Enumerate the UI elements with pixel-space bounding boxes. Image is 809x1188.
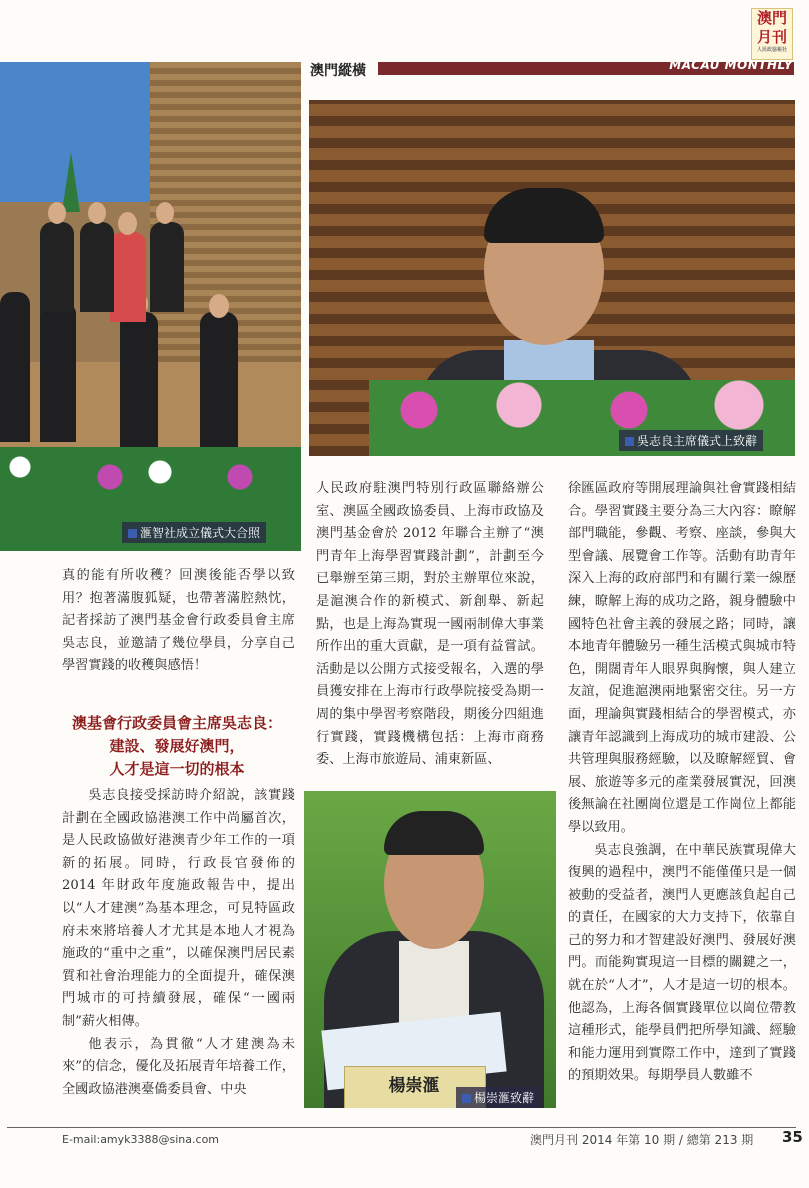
footer-issue: 澳門月刊 2014 年第 10 期 / 總第 213 期 [530, 1133, 754, 1147]
interview-subhead [57, 712, 297, 781]
left-column-intro [62, 565, 295, 678]
logo-line2: 月刊 [756, 28, 787, 46]
middle-paragraph: 人民政府駐澳門特別行政區聯絡辦公室、澳區全國政協委員、上海市政協及澳門基金會於 2012 年聯合主辦了“澳門青年上海學習實踐計劃”，計劃至今已舉辦至第三期，對於主辦單位來說，是滬澳合作的新模式、新創舉、新起點，也是上海為實現一國兩制偉大事業所作出的重大貢獻，是一項有益嘗試。活動是以公開方式接受報名，入選的學員獲安排在上海市行政學院接受為期一周的集中學習考察階段，期後分四組進行實踐，實踐機構包括：上海市商務委、上海市旅遊局、浦東新區、 [316, 481, 544, 768]
group-photo [0, 62, 301, 551]
subhead-line2: 建設、發展好澳門， [109, 737, 245, 755]
page-number: 35 [782, 1128, 803, 1146]
caption-text: 滙智社成立儀式大合照 [140, 526, 261, 540]
logo-line1: 澳門 [756, 9, 787, 27]
caption-square-icon [128, 529, 137, 538]
speaker-photo [309, 100, 795, 456]
caption-square-icon [462, 1094, 471, 1103]
left-column-body [62, 785, 295, 1101]
magazine-logo [751, 8, 793, 60]
body-paragraph-1: 吳志良接受採訪時介紹說，該實踐計劃在全國政協港澳工作中尚屬首次，是人民政協做好港澳青少年工作的一項新的拓展。同時，行政長官發佈的 2014 年財政年度施政報告中，提出以“人才建澳”為基本理念，可見特區政府未來將培養人才尤其是本地人才視為施政的“重中之重”，以確保澳門居民素質和社會治理能力的全面提升，確保澳門城市的可持續發展，確保“一國兩制”薪火相傳。 [62, 788, 295, 1029]
subhead-line3: 人才是這一切的根本 [109, 760, 245, 778]
caption-square-icon [625, 437, 634, 446]
yang-photo-caption [456, 1087, 540, 1108]
footer-rule [7, 1127, 796, 1128]
speaker-photo-caption [619, 430, 763, 451]
body-paragraph-2: 他表示，為貫徹“人才建澳為未來”的信念，優化及拓展青年培養工作，全國政協港澳臺僑委員會、中央 [62, 1036, 295, 1097]
caption-text: 吳志良主席儀式上致辭 [637, 434, 758, 448]
magazine-name-en: MACAU MONTHLY [669, 58, 793, 72]
middle-column-body [316, 478, 544, 772]
intro-paragraph: 真的能有所收穫？回澳後能否學以致用？抱著滿腹狐疑，也帶著滿腔熱忱，記者採訪了澳門基金會行政委員會主席吳志良，並邀請了幾位學員，分享自己學習實踐的收穫與感悟！ [62, 568, 295, 674]
logo-small: 人民政協報社 [756, 47, 787, 53]
right-paragraph-1: 徐匯區政府等開展理論與社會實踐相結合。學習實踐主要分為三大內容：瞭解部門職能，參觀、考察、座談，參與大型會議、展覽會工作等。活動有助青年深入上海的政府部門和有關行業一線歷練，瞭解上海的成功之路，親身體驗中國特色社會主義的發展之路；同時，讓本地青年體驗另一種生活模式與城市特色，開闊青年人眼界與胸懷，與人建立友誼，促進滬澳兩地緊密交往。另一方面，理論與實踐相結合的學習模式，亦讓青年認識到上海成功的城市建設、公共管理與服務經驗，以及瞭解經貿、會展、旅遊等多元的產業發展實況，回澳後無論在社團崗位還是工作崗位上都能學以致用。 [568, 481, 796, 835]
subhead-line1: 澳基會行政委員會主席吳志良： [71, 714, 282, 732]
yang-photo [304, 791, 556, 1108]
right-column-body [568, 478, 796, 1088]
nameplate-text: 楊崇滙 [388, 1076, 440, 1096]
caption-text: 楊崇滙致辭 [474, 1091, 535, 1105]
group-photo-caption [122, 522, 266, 543]
footer-email: E-mail:amyk3388@sina.com [62, 1133, 220, 1146]
section-title: 澳門縱橫 [310, 63, 366, 79]
right-paragraph-2: 吳志良強調，在中華民族實現偉大復興的過程中，澳門不能僅僅只是一個被動的受益者，澳門人更應該負起自己的責任，在國家的大力支持下，依靠自己的努力和才智建設好澳門、發展好澳門。而能夠實現這一目標的關鍵之一，就在於“人才”，人才是這一切的根本。他認為，上海各個實踐單位以崗位帶教這種形式，能學員們把所學知識、經驗和能力運用到實際工作中，達到了實踐的預期效果。每期學員人數雖不 [568, 842, 796, 1084]
